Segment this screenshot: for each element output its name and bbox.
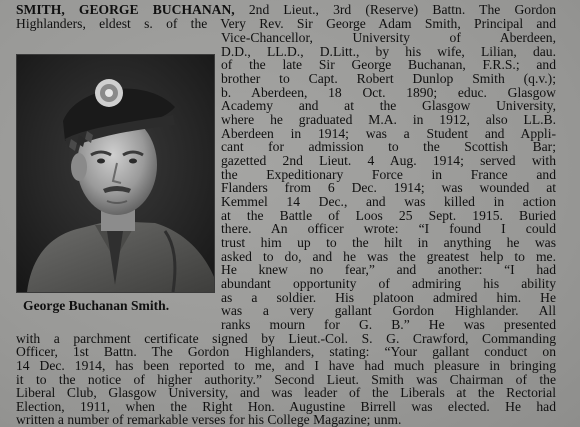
entry-line-19: He knew no fear,” and another: “I had [221, 262, 556, 277]
entry-line-3: D.D., LL.D., D.Litt., by his wife, Lilian, dau. [221, 44, 556, 59]
entry-line-4: of the late Sir George Buchanan, F.R.S.; and [221, 57, 556, 72]
entry-line-9: Aberdeen in 1914; was a Student and Appli- [221, 126, 556, 141]
entry-line-22: was a very gallant Gordon Highlander. All [221, 303, 556, 318]
entry-line-10: cant for admission to the Scottish Bar; [221, 139, 556, 154]
entry-line-14: Kemmel 14 Dec., and was killed in action [221, 194, 556, 209]
entry-line-12: the Expeditionary Force in France and [221, 167, 556, 182]
portrait-photo [16, 54, 215, 293]
entry-line-28: Liberal Club, Glasgow University, and was leader of the Liberals at the Rectorial [16, 385, 556, 400]
entry-line-2: Vice-Chancellor, University of Aberdeen, [221, 30, 556, 45]
entry-line-11: gazetted 2nd Lieut. 4 Aug. 1914; served with [221, 153, 556, 168]
entry-line-29: Election, 1911, when the Right Hon. Augustine Birrell was elected. He had [16, 399, 556, 414]
entry-line-7: Academy and at the Glasgow University, [221, 98, 556, 113]
entry-line-23: ranks mourn for G. B.” He was presented [221, 317, 556, 332]
entry-line-15: at the Battle of Loos 25 Sept. 1915. Buried [221, 208, 556, 223]
entry-line-21: as a soldier. His platoon admired him. He [221, 290, 556, 305]
entry-line-17: trust him up to the hilt in anything he was [221, 235, 556, 250]
entry-line-1: Highlanders, eldest s. of the Very Rev. Sir George Adam Smith, Principal and [16, 16, 556, 31]
entry-name: SMITH, GEORGE BUCHANAN, [16, 2, 235, 17]
entry-line-24: with a parchment certificate signed by Lieut.-Col. S. G. Crawford, Commanding [16, 331, 556, 346]
entry-line-26: 14 Dec. 1914, has been reported to me, and I have had much pleasure in bringing [16, 358, 556, 373]
entry-line-27: it to the notice of higher authority.” Second Lieut. Smith was Chairman of the [16, 372, 556, 387]
entry-line-30: written a number of remarkable verses for his College Magazine; unm. [16, 412, 402, 427]
entry-line-6: b. Aberdeen, 18 Oct. 1890; educ. Glasgow [221, 85, 556, 100]
entry-line-25: Officer, 1st Battn. The Gordon Highlanders, stating: “Your gallant conduct on [16, 344, 556, 359]
photo-caption: George Buchanan Smith. [23, 298, 170, 313]
entry-line-20: abundant opportunity of admiring his ability [221, 276, 556, 291]
portrait-image [17, 55, 214, 292]
entry-line-0 [16, 3, 556, 16]
entry-line-18: asked to do, and he was the greatest help to me. [221, 249, 556, 264]
entry-line-13: Flanders from 6 Dec. 1914; was wounded at [221, 180, 556, 195]
entry-line-0-text: 2nd Lieut., 3rd (Reserve) Battn. The Gordon [234, 2, 556, 17]
entry-line-16: there. An officer wrote: “I found I could [221, 221, 556, 236]
entry-line-5: brother to Capt. Robert Dunlop Smith (q.v.); [221, 71, 556, 86]
entry-line-8: where he graduated M.A. in 1912, also LL.B. [221, 112, 556, 127]
